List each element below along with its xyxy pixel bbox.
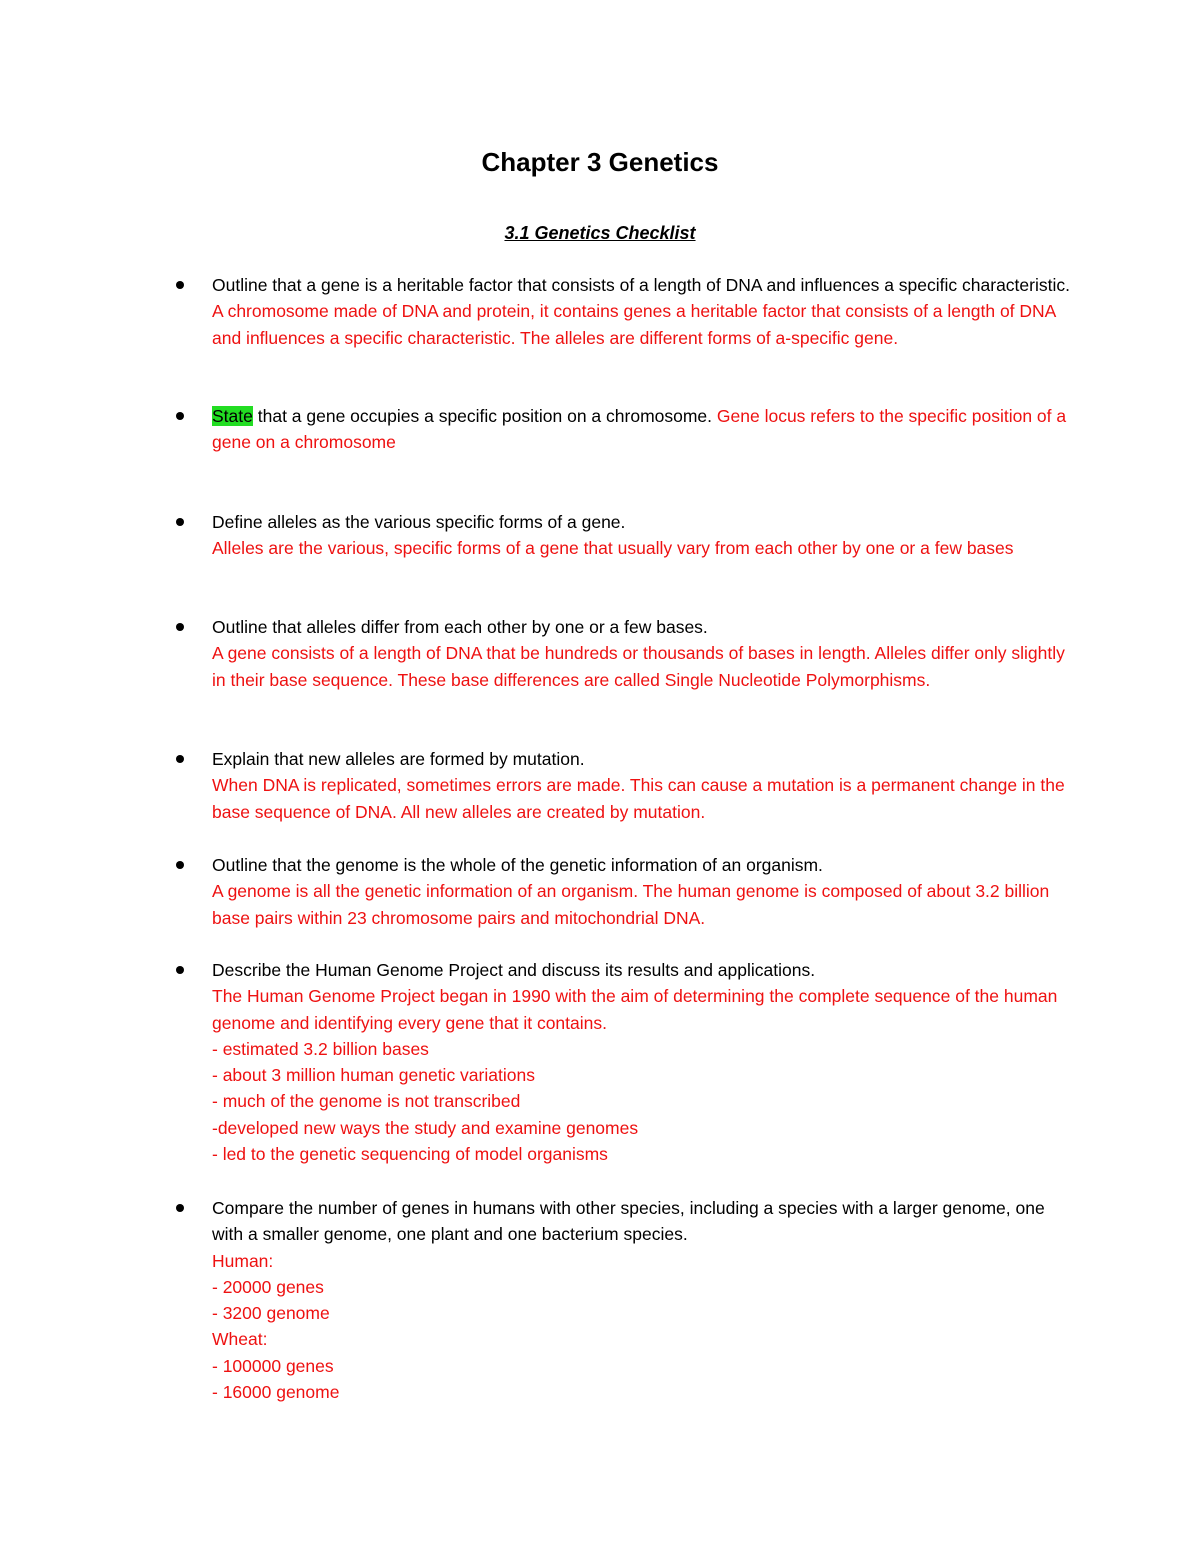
item-question: that a gene occupies a specific position on a chromosome. (252, 406, 713, 426)
bullet-icon (176, 412, 184, 420)
bullet-icon (176, 281, 184, 289)
answer-line: - much of the genome is not transcribed (212, 1091, 521, 1112)
answer-line: - 3200 genome (212, 1303, 330, 1324)
answer-line: - 16000 genome (212, 1382, 340, 1403)
answer-line: - led to the genetic sequencing of model organisms (212, 1144, 608, 1165)
bullet-icon (176, 518, 184, 526)
item-question: Outline that a gene is a heritable factor that consists of a length of DNA and influences a specific characteristic. (212, 275, 1070, 295)
checklist-item (212, 614, 1074, 693)
highlighted-word: State (212, 406, 253, 426)
item-answer: A genome is all the genetic information of an organism. The human genome is composed of about 3.2 billion base pairs within 23 chromosome pairs and mitochondrial DNA. (212, 881, 1050, 928)
item-question: Compare the number of genes in humans with other species, including a species with a larger genome, one with a smaller genome, one plant and one bacterium species. (212, 1198, 1045, 1245)
section-heading: 3.1 Genetics Checklist (504, 223, 696, 243)
item-question: Outline that alleles differ from each other by one or a few bases. (212, 617, 708, 637)
item-question: Outline that the genome is the whole of the genetic information of an organism. (212, 855, 823, 875)
checklist-item (212, 403, 1074, 456)
item-answer: The Human Genome Project began in 1990 with the aim of determining the complete sequence of the human genome and identifying every gene that it contains. (212, 986, 1058, 1033)
answer-line: - about 3 million human genetic variations (212, 1065, 535, 1086)
checklist-item (212, 1195, 1074, 1405)
item-answer: Gene locus refers to the specific position of a gene on a chromosome (212, 406, 1067, 453)
item-answer: A chromosome made of DNA and protein, it contains genes a heritable factor that consists of a length of DNA and influences a specific characteristic. The alleles are different forms of a-specific gene. (212, 301, 1056, 348)
page-title: Chapter 3 Genetics (481, 147, 719, 177)
answer-line: Wheat: (212, 1329, 268, 1350)
checklist-item (212, 272, 1074, 351)
answer-line: Human: (212, 1250, 274, 1271)
checklist-item (212, 852, 1074, 931)
checklist-item (212, 509, 1074, 562)
item-answer: When DNA is replicated, sometimes errors are made. This can cause a mutation is a permanent change in the base sequence of DNA. All new alleles are created by mutation. (212, 775, 1065, 822)
checklist-item (212, 746, 1074, 825)
item-answer: Alleles are the various, specific forms of a gene that usually vary from each other by one or a few bases (212, 538, 1014, 559)
answer-line: - 20000 genes (212, 1276, 324, 1297)
item-question: Define alleles as the various specific forms of a gene. (212, 512, 626, 532)
bullet-icon (176, 861, 184, 869)
answer-line: - estimated 3.2 billion bases (212, 1038, 429, 1059)
checklist-item (212, 957, 1074, 1167)
item-answer: A gene consists of a length of DNA that be hundreds or thousands of bases in length. Alleles differ only slightly in their base sequence. These base differences are called Single Nucleotide Polymorphisms. (212, 643, 1065, 690)
bullet-icon (176, 966, 184, 974)
bullet-icon (176, 623, 184, 631)
answer-line: - 100000 genes (212, 1355, 334, 1376)
item-question: Explain that new alleles are formed by mutation. (212, 749, 585, 769)
bullet-icon (176, 1204, 184, 1212)
answer-line: -developed new ways the study and examine genomes (212, 1117, 639, 1138)
item-question: Describe the Human Genome Project and discuss its results and applications. (212, 960, 816, 980)
bullet-icon (176, 755, 184, 763)
